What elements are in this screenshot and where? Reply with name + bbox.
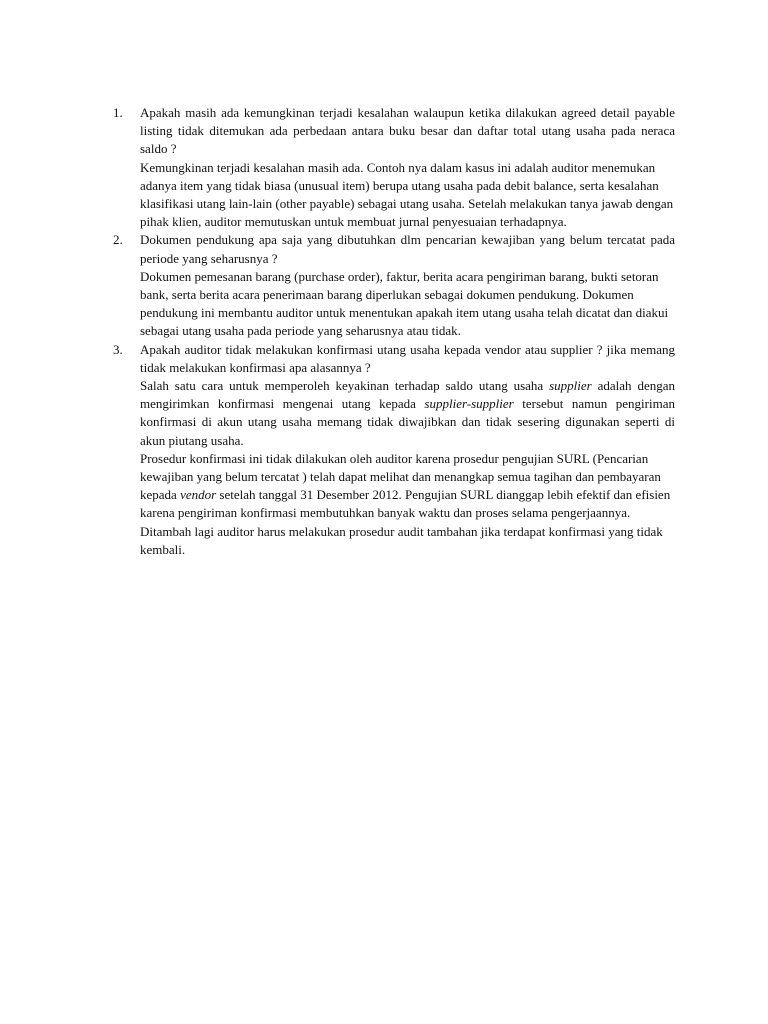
item-number: 1. <box>113 105 123 120</box>
question-text: Apakah auditor tidak melakukan konfirmasi utang usaha kepada vendor atau supplier ? jika memang tidak melakukan konfirmasi apa alasannya ? <box>140 341 675 375</box>
answer-segment: setelah tanggal 31 Desember 2012. Pengujian SURL dianggap lebih efektif dan efisien karena pengiriman konfirmasi membutuhkan banyak waktu dan proses selama pengerjaannya. Ditambah lagi auditor harus melakukan prosedur audit tambahan jika terdapat konfirmasi yang tidak kembali. <box>140 487 671 557</box>
item-number: 2. <box>113 232 123 248</box>
answer-segment: adalah dengan mengirimkan konfirmasi mengenai utang kepada <box>140 378 675 412</box>
answer-text: Kemungkinan terjadi kesalahan masih ada. Contoh nya dalam kasus ini adalah auditor menemukan adanya item yang tidak biasa (unusual item) berupa utang usaha pada debit balance, serta kesalahan klasifikasi utang lain-lain (other payable) sebagai utang usaha. Setelah melakukan tanya jawab dengan pihak klien, auditor memutuskan untuk membuat jurnal penyesuaian terhadapnya. <box>140 159 674 230</box>
answer-italic-term: vendor <box>180 487 217 503</box>
list-item-3 <box>113 341 675 559</box>
answer-italic-term: supplier <box>549 378 592 394</box>
answer-text: Dokumen pemesanan barang (purchase order), faktur, berita acara pengiriman barang, bukti setoran bank, serta berita acara penerimaan barang diperlukan sebagai dokumen pendukung. Dokumen pendukung ini membantu auditor untuk menentukan apakah item utang usaha telah dicatat dan diakui sebagai utang usaha pada periode yang seharusnya atau tidak. <box>140 268 669 339</box>
item-number: 3. <box>113 341 123 357</box>
answer-segment: Prosedur konfirmasi ini tidak dilakukan oleh auditor karena prosedur pengujian SURL (Pencarian kewajiban yang belum tercatat ) telah dapat melihat dan menangkap semua tagihan dan pembayaran kepada <box>140 450 661 503</box>
list-item-2 <box>113 231 675 340</box>
question-answer-list <box>113 104 675 559</box>
answer-text-1 <box>140 377 675 450</box>
answer-segment: Salah satu cara untuk memperoleh keyakinan terhadap saldo utang usaha <box>140 378 550 394</box>
list-item-1 <box>113 104 675 231</box>
question-text: Dokumen pendukung apa saja yang dibutuhkan dlm pencarian kewajiban yang belum tercatat pada periode yang seharusnya ? <box>140 232 675 266</box>
answer-segment: tersebut namun pengiriman konfirmasi di akun utang usaha memang tidak diwajibkan dan tidak sesering digunakan seperti di akun piutang usaha. <box>140 396 675 448</box>
answer-italic-term: supplier-supplier <box>424 396 514 412</box>
question-text: Apakah masih ada kemungkinan terjadi kesalahan walaupun ketika dilakukan agreed detail payable listing tidak ditemukan ada perbedaan antara buku besar dan daftar total utang usaha pada neraca saldo ? <box>140 105 675 157</box>
answer-text-2 <box>140 450 675 559</box>
